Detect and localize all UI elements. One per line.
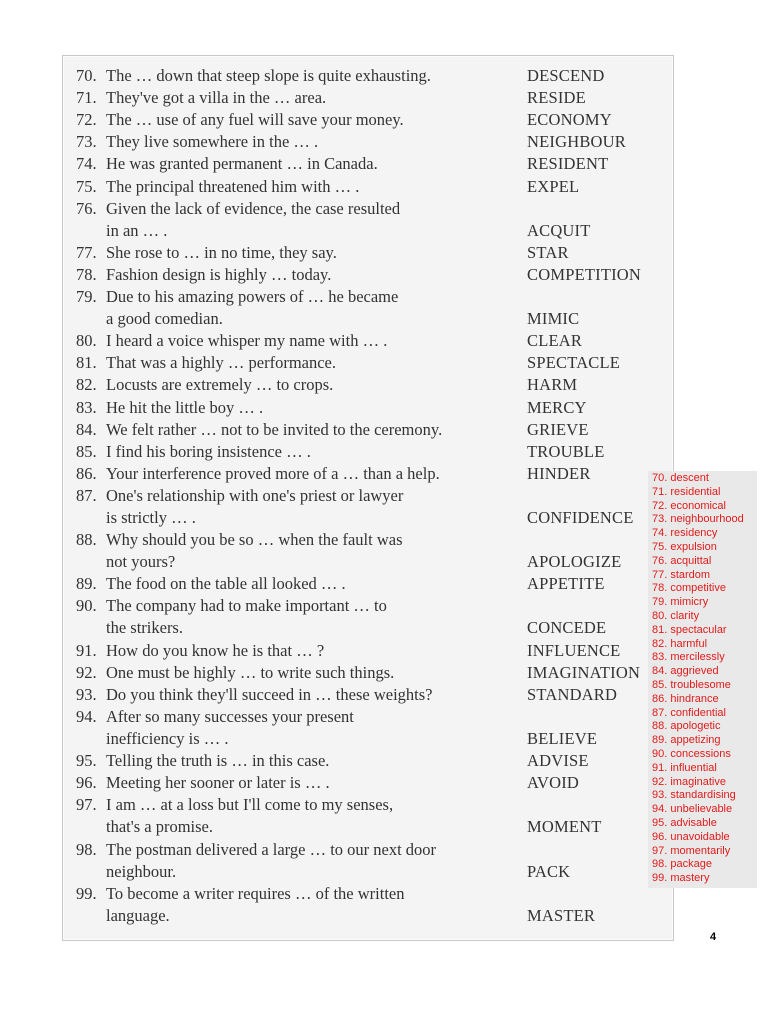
exercise-sentence: She rose to … in no time, they say. <box>106 242 337 262</box>
exercise-item <box>72 441 670 463</box>
keyword: EXPEL <box>527 176 580 196</box>
exercise-item <box>72 286 670 330</box>
exercise-item <box>72 109 670 131</box>
exercise-sentence: That was a highly … performance. <box>106 353 337 373</box>
exercise-number: 76. <box>76 198 97 218</box>
exercise-sentence: One must be highly … to write such things. <box>106 662 395 682</box>
exercise-sentence: The food on the table all looked … . <box>106 574 346 594</box>
exercise-number: 93. <box>76 684 97 704</box>
exercise-item <box>72 640 670 662</box>
exercise-sentence: a good comedian. <box>106 309 223 329</box>
answer-item: 93. standardising <box>652 789 736 802</box>
answer-item: 75. expulsion <box>652 540 717 553</box>
keyword: DESCEND <box>527 66 605 85</box>
exercise-number: 97. <box>76 795 97 815</box>
answer-item: 73. neighbourhood <box>652 513 744 526</box>
exercise-number: 86. <box>76 463 97 483</box>
keyword: APPETITE <box>527 574 605 594</box>
exercise-number: 82. <box>76 375 97 395</box>
exercise-item <box>72 65 670 87</box>
exercise-item <box>72 662 670 684</box>
exercise-item <box>72 529 670 573</box>
answer-item: 88. apologetic <box>652 720 721 733</box>
answer-item: 85. troublesome <box>652 678 731 691</box>
answer-item: 87. confidential <box>652 706 726 719</box>
exercise-sentence: neighbour. <box>106 861 177 881</box>
exercise-sentence: inefficiency is … . <box>106 728 229 748</box>
exercise-item <box>72 131 670 153</box>
exercise-number: 99. <box>76 883 97 903</box>
exercise-number: 70. <box>76 66 97 85</box>
exercise-item <box>72 595 670 639</box>
exercise-item <box>72 330 670 352</box>
exercise-sentence: is strictly … . <box>106 507 196 527</box>
answer-item: 72. economical <box>652 499 726 512</box>
exercise-number: 79. <box>76 287 97 306</box>
exercise-sentence: Given the lack of evidence, the case resulted <box>106 198 401 218</box>
exercise-sentence: One's relationship with one's priest or lawyer <box>106 485 404 505</box>
exercise-item <box>72 153 670 175</box>
page-number: 4 <box>710 931 717 943</box>
keyword: RESIDENT <box>527 154 609 174</box>
exercise-number: 98. <box>76 839 97 859</box>
keyword: PACK <box>527 861 571 881</box>
keyword: MERCY <box>527 397 587 417</box>
exercise-item <box>72 839 670 883</box>
exercise-number: 85. <box>76 441 97 461</box>
keyword: CLEAR <box>527 331 583 351</box>
keyword: BELIEVE <box>527 728 598 748</box>
exercise-item <box>72 772 670 794</box>
answer-item: 83. mercilessly <box>652 651 725 664</box>
answer-item: 84. aggrieved <box>652 665 719 678</box>
answer-item: 82. harmful <box>652 637 708 650</box>
answer-item: 99. mastery <box>652 872 710 885</box>
answer-item: 80. clarity <box>652 609 700 622</box>
exercise-sentence: Fashion design is highly … today. <box>106 264 332 284</box>
exercise-number: 77. <box>76 242 97 262</box>
exercise-sentence: To become a writer requires … of the written <box>106 883 405 903</box>
exercise-item <box>72 397 670 419</box>
keyword: INFLUENCE <box>527 640 621 660</box>
answer-item: 74. residency <box>652 527 718 540</box>
keyword: ECONOMY <box>527 110 612 130</box>
exercise-sentence: I am … at a loss but I'll come to my senses, <box>106 795 394 815</box>
keyword: APOLOGIZE <box>527 552 622 572</box>
answer-item: 79. mimicry <box>652 596 709 609</box>
exercise-sentence: language. <box>106 905 170 925</box>
keyword: SPECTACLE <box>527 353 621 373</box>
exercise-sentence: They've got a villa in the … area. <box>106 88 327 108</box>
keyword: RESIDE <box>527 88 586 108</box>
exercise-item <box>72 883 670 927</box>
exercise-number: 74. <box>76 154 97 174</box>
answer-item: 77. stardom <box>652 568 711 581</box>
exercise-sentence: Why should you be so … when the fault was <box>106 530 403 550</box>
exercise-sentence: We felt rather … not to be invited to the ceremony. <box>106 419 443 439</box>
exercise-item <box>72 706 670 750</box>
answer-item: 78. competitive <box>652 582 726 595</box>
answer-item: 94. unbelievable <box>652 803 733 816</box>
answer-item: 95. advisable <box>652 816 717 829</box>
exercise-item <box>72 198 670 242</box>
answer-item: 92. imaginative <box>652 775 726 788</box>
exercise-sentence: The postman delivered a large … to our next door <box>106 839 437 859</box>
exercise-item <box>72 264 670 286</box>
exercise-sentence: Your interference proved more of a … than a help. <box>106 463 440 483</box>
exercise-number: 92. <box>76 662 97 682</box>
exercise-sentence: Due to his amazing powers of … he became <box>106 287 399 306</box>
answer-key-panel <box>648 471 757 888</box>
keyword: TROUBLE <box>527 441 605 461</box>
exercise-number: 73. <box>76 132 97 152</box>
keyword: CONCEDE <box>527 618 607 638</box>
exercise-item <box>72 750 670 772</box>
exercise-sentence: I heard a voice whisper my name with … . <box>106 331 388 351</box>
exercise-item <box>72 419 670 441</box>
answer-item: 81. spectacular <box>652 623 727 636</box>
exercise-sentence: The company had to make important … to <box>106 596 387 616</box>
exercise-sentence: The … down that steep slope is quite exhausting. <box>106 66 431 85</box>
exercise-number: 78. <box>76 264 97 284</box>
keyword: ACQUIT <box>527 220 591 240</box>
exercise-item <box>72 176 670 198</box>
answer-item: 71. residential <box>652 485 721 498</box>
exercise-sentence: not yours? <box>106 552 176 572</box>
answer-item: 97. momentarily <box>652 844 731 857</box>
keyword: STANDARD <box>527 684 618 704</box>
keyword: HARM <box>527 375 578 395</box>
keyword: GRIEVE <box>527 419 589 439</box>
exercise-number: 88. <box>76 530 97 550</box>
answer-item: 70. descent <box>652 472 709 484</box>
keyword: NEIGHBOUR <box>527 132 626 152</box>
answer-item: 96. unavoidable <box>652 830 730 843</box>
answer-item: 89. appetizing <box>652 734 721 747</box>
exercise-number: 96. <box>76 773 97 793</box>
answer-item: 90. concessions <box>652 747 731 760</box>
keyword: HINDER <box>527 463 591 483</box>
exercise-number: 94. <box>76 706 97 726</box>
exercise-sentence: Meeting her sooner or later is … . <box>106 773 330 793</box>
exercise-number: 81. <box>76 353 97 373</box>
exercise-item <box>72 463 670 485</box>
keyword: MIMIC <box>527 309 580 329</box>
exercise-item <box>72 242 670 264</box>
keyword: MOMENT <box>527 817 602 837</box>
keyword: CONFIDENCE <box>527 507 634 527</box>
answer-item: 98. package <box>652 858 712 871</box>
exercise-sentence: the strikers. <box>106 618 183 638</box>
answer-item: 91. influential <box>652 761 717 774</box>
exercise-sentence: Locusts are extremely … to crops. <box>106 375 334 395</box>
exercise-sentence: Do you think they'll succeed in … these weights? <box>106 684 433 704</box>
exercise-sentence: He was granted permanent … in Canada. <box>106 154 378 174</box>
exercise-sentence: The … use of any fuel will save your money. <box>106 110 404 130</box>
keyword: ADVISE <box>527 751 589 771</box>
exercise-item <box>72 573 670 595</box>
exercise-item <box>72 794 670 838</box>
exercise-list <box>72 65 670 925</box>
exercise-item <box>72 352 670 374</box>
exercise-sentence: How do you know he is that … ? <box>106 640 325 660</box>
exercise-item <box>72 684 670 706</box>
keyword: MASTER <box>527 905 596 925</box>
exercise-item <box>72 485 670 529</box>
keyword: IMAGINATION <box>527 662 641 682</box>
exercise-number: 84. <box>76 419 97 439</box>
exercise-number: 71. <box>76 88 97 108</box>
exercise-sentence: that's a promise. <box>106 817 213 837</box>
exercise-number: 89. <box>76 574 97 594</box>
exercise-sentence: They live somewhere in the … . <box>106 132 319 152</box>
exercise-number: 80. <box>76 331 97 351</box>
exercise-item <box>72 374 670 396</box>
exercise-sentence: in an … . <box>106 220 168 240</box>
exercise-sentence: The principal threatened him with … . <box>106 176 360 196</box>
keyword: COMPETITION <box>527 264 642 284</box>
exercise-sentence: He hit the little boy … . <box>106 397 264 417</box>
keyword: STAR <box>527 242 569 262</box>
exercise-number: 83. <box>76 397 97 417</box>
exercise-number: 90. <box>76 596 97 616</box>
exercise-item <box>72 87 670 109</box>
exercise-sentence: After so many successes your present <box>106 706 354 726</box>
exercise-sentence: Telling the truth is … in this case. <box>106 751 330 771</box>
exercise-number: 72. <box>76 110 97 130</box>
exercise-number: 75. <box>76 176 97 196</box>
keyword: AVOID <box>527 773 580 793</box>
exercise-number: 95. <box>76 751 97 771</box>
exercise-sentence: I find his boring insistence … . <box>106 441 311 461</box>
exercise-number: 91. <box>76 640 97 660</box>
exercise-number: 87. <box>76 485 97 505</box>
answer-item: 86. hindrance <box>652 692 719 705</box>
answer-item: 76. acquittal <box>652 554 712 567</box>
